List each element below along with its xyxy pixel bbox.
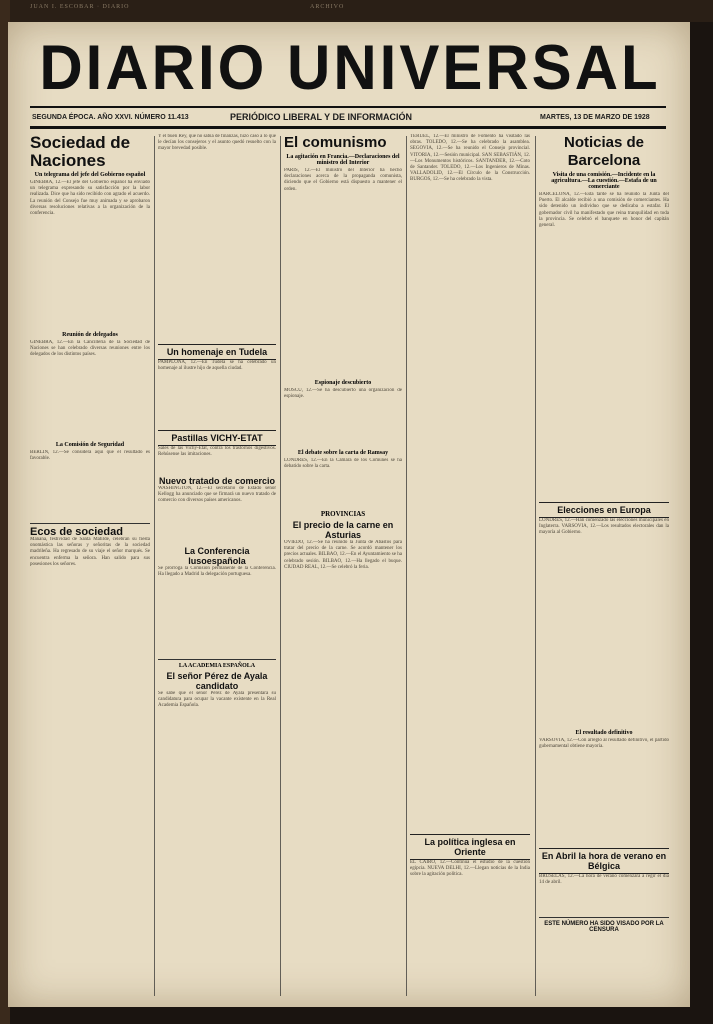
headline-comunismo: El comunismo bbox=[284, 134, 387, 151]
subhead: Visita de una comisión.—Incidente en la agricultura.—La cuestión.—Estafa de un comerciante bbox=[551, 172, 657, 190]
article-body: Se sabe que el señor Pérez de Ayala presentará su candidatura para ocupar la vacante existente en la Real Academia Española. bbox=[158, 691, 276, 709]
top-strip-center: ARCHIVO bbox=[310, 4, 345, 10]
top-strip bbox=[10, 0, 713, 22]
article-body: Se prorroga la Comisión permanente de la Conferencia. Ha llegado a Madrid la delegación portuguesa. bbox=[158, 566, 276, 578]
subhead: Reunión de delegados bbox=[62, 332, 118, 338]
headline-politica-inglesa: La política inglesa en Oriente bbox=[424, 837, 516, 857]
headline-sociedad-naciones: Sociedad de Naciones bbox=[30, 134, 131, 170]
top-strip-left: JUAN I. ESCOBAR · DIARIO bbox=[30, 4, 130, 10]
advert-body: Sales de las Vichy-Etat, contra los trastornos digestivos. Rehúsense las imitaciones. bbox=[158, 446, 276, 458]
article-body: BRUSELAS, 12.—La hora de verano comenzará a regir el día 14 de abril. bbox=[539, 874, 669, 886]
subhead: Un telegrama del jefe del Gobierno español bbox=[34, 172, 146, 178]
article-body: PARÍS, 12.—El ministro del Interior ha hecho declaraciones acerca de la propaganda comunista, diciendo que el Gobierno está dispuesto a mantener el orden. bbox=[284, 168, 402, 192]
article-body: Y el buen Rey, que no sabía de finanzas, hizo caso a lo que le decían los consejeros y el asunto quedó resuelto con la mayor brevedad posible. bbox=[158, 134, 276, 152]
censorship-notice: ESTE NÚMERO HA SIDO VISADO POR LA CENSURA bbox=[544, 921, 664, 933]
publication-date: MARTES, 13 DE MARZO DE 1928 bbox=[540, 114, 650, 121]
headline-hora-verano: En Abril la hora de verano en Bélgica bbox=[541, 851, 667, 871]
article-body: BERLÍN, 12.—Se considera aquí que el resultado es favorable. bbox=[30, 450, 150, 462]
article-body: LONDRES, 12.—Han comenzado las elecciones municipales en Inglaterra. VARSOVIA, 12.—Los resultados electorales dan la mayoría al Gobierno. bbox=[539, 518, 669, 536]
column-1 bbox=[30, 134, 150, 994]
article-body: PAMPLONA, 12.—En Tudela se ha celebrado un homenaje al ilustre hijo de aquella ciudad. bbox=[158, 360, 276, 372]
masthead-title: DIARIO UNIVERSAL bbox=[39, 32, 661, 103]
article-body: OVIEDO, 12.—Se ha reunido la Junta de Abastos para tratar del precio de la carne. Se acordó mantener los precios actuales. BILBAO, 12.—En el Ayuntamiento se ha celebrado sesión. BILBAO, 12.—Ha llegado el buque. CIUDAD REAL, 12.—Se celebró la feria. bbox=[284, 540, 402, 570]
masthead-rule-top bbox=[30, 106, 666, 108]
headline-homenaje-tudela: Un homenaje en Tudela bbox=[166, 347, 268, 357]
headline-precio-carne: El precio de la carne en Asturias bbox=[292, 520, 394, 540]
edition-info: SEGUNDA ÉPOCA. AÑO XXVI. NÚMERO 11.413 bbox=[32, 114, 189, 121]
column-divider bbox=[280, 136, 281, 996]
section-label: LA ACADEMIA ESPAÑOLA bbox=[178, 663, 256, 669]
divider bbox=[158, 659, 276, 660]
column-divider bbox=[406, 136, 407, 996]
article-body: GINEBRA, 12.—En la Cancillería de la Sociedad de Naciones se han celebrado diversas reuniones entre los delegados de los distintos países. bbox=[30, 340, 150, 358]
headline-noticias-barcelona: Noticias de Barcelona bbox=[563, 134, 645, 169]
subhead: El resultado definitivo bbox=[575, 730, 633, 736]
article-body: MOSCÚ, 12.—Se ha descubierto una organización de espionaje. bbox=[284, 388, 402, 400]
subhead: La agitación en Francia.—Declaraciones del ministro del Interior bbox=[286, 154, 400, 166]
column-divider bbox=[154, 136, 155, 996]
article-body: WASHINGTON, 12.—El secretario de Estado señor Kellogg ha anunciado que se firmará un nuevo tratado de comercio con diversos países americanos. bbox=[158, 486, 276, 504]
column-2 bbox=[158, 134, 276, 994]
article-body: EL CAIRO, 12.—Continúa el estudio de la cuestión egipcia. NUEVA DELHI, 12.—Llegan noticias de la India sobre la agitación política. bbox=[410, 860, 530, 878]
subhead: El debate sobre la carta de Ramsay bbox=[297, 450, 389, 456]
article-body: TERUEL, 12.—El ministro de Fomento ha visitado las obras. TOLEDO, 12.—Se ha celebrado la asamblea. SEGOVIA, 12.—Se ha reunido el Consejo provincial. VITORIA, 12.—Sesión municipal. SAN SEBASTIÁN, 12.—Los Monumentos históricos. SANTANDER, 12.—Coto de Santander. TOLEDO, 12.—Los Ingenieros de Minas. VALLADOLID, 12.—El Círculo de la Construcción. BURGOS, 12.—Se ha celebrado la vista. bbox=[410, 134, 530, 183]
subhead: La Comisión de Seguridad bbox=[55, 442, 125, 448]
article-body: GINEBRA, 12.—El jefe del Gobierno español ha enviado un telegrama expresando su satisfacción por la labor realizada. Dice que ha sido recibido con agrado el acuerdo. La reunión del Consejo fue muy animada y se aprobaron diversas resoluciones relativas a la organización de la conferencia. bbox=[30, 180, 150, 217]
article-body: Mañana, festividad de Santa Matilde, celebran su fiesta onomástica las señoras y señoritas de la sociedad madrileña. Ha regresado de su viaje el señor marqués. Se encuentra enferma la señora. Han salido para sus posesiones los señores. bbox=[30, 537, 150, 567]
column-5 bbox=[539, 134, 669, 994]
headline-elecciones-europa: Elecciones en Europa bbox=[557, 505, 651, 515]
divider bbox=[30, 523, 150, 524]
paper-motto: PERIÓDICO LIBERAL Y DE INFORMACIÓN bbox=[230, 112, 413, 122]
article-body: BARCELONA, 12.—Esta tarde se ha reunido la Junta del Puerto. El alcalde recibió a una comisión de comerciantes. Ha sido detenido un individuo que se dedicaba a estafar. El gobernador civil ha manifestado que reina tranquilidad en toda la provincia. Se celebró el banquete en honor del capitán general. bbox=[539, 192, 669, 229]
headline-tratado-comercio: Nuevo tratado de comercio bbox=[158, 476, 276, 486]
advert-pastillas-vichy: Pastillas VICHY-ETAT bbox=[171, 433, 263, 443]
masthead-rule-bottom bbox=[30, 126, 666, 129]
column-divider bbox=[535, 136, 536, 996]
section-label: PROVINCIAS bbox=[320, 510, 366, 518]
article-body: LONDRES, 12.—En la Cámara de los Comunes se ha debatido sobre la carta. bbox=[284, 458, 402, 470]
headline-conferencia-lusoespanola: La Conferencia lusoespañola bbox=[184, 546, 250, 566]
column-4 bbox=[410, 134, 530, 994]
headline-perez-ayala: El señor Pérez de Ayala candidato bbox=[166, 671, 268, 691]
article-body: VARSOVIA, 12.—Con arreglo al resultado definitivo, el partido gubernamental obtiene mayoría. bbox=[539, 738, 669, 750]
headline-ecos-sociedad: Ecos de sociedad bbox=[30, 526, 123, 538]
subhead: Espionaje descubierto bbox=[314, 380, 372, 386]
newspaper-page bbox=[8, 22, 690, 1007]
divider bbox=[539, 917, 669, 918]
column-3 bbox=[284, 134, 402, 994]
